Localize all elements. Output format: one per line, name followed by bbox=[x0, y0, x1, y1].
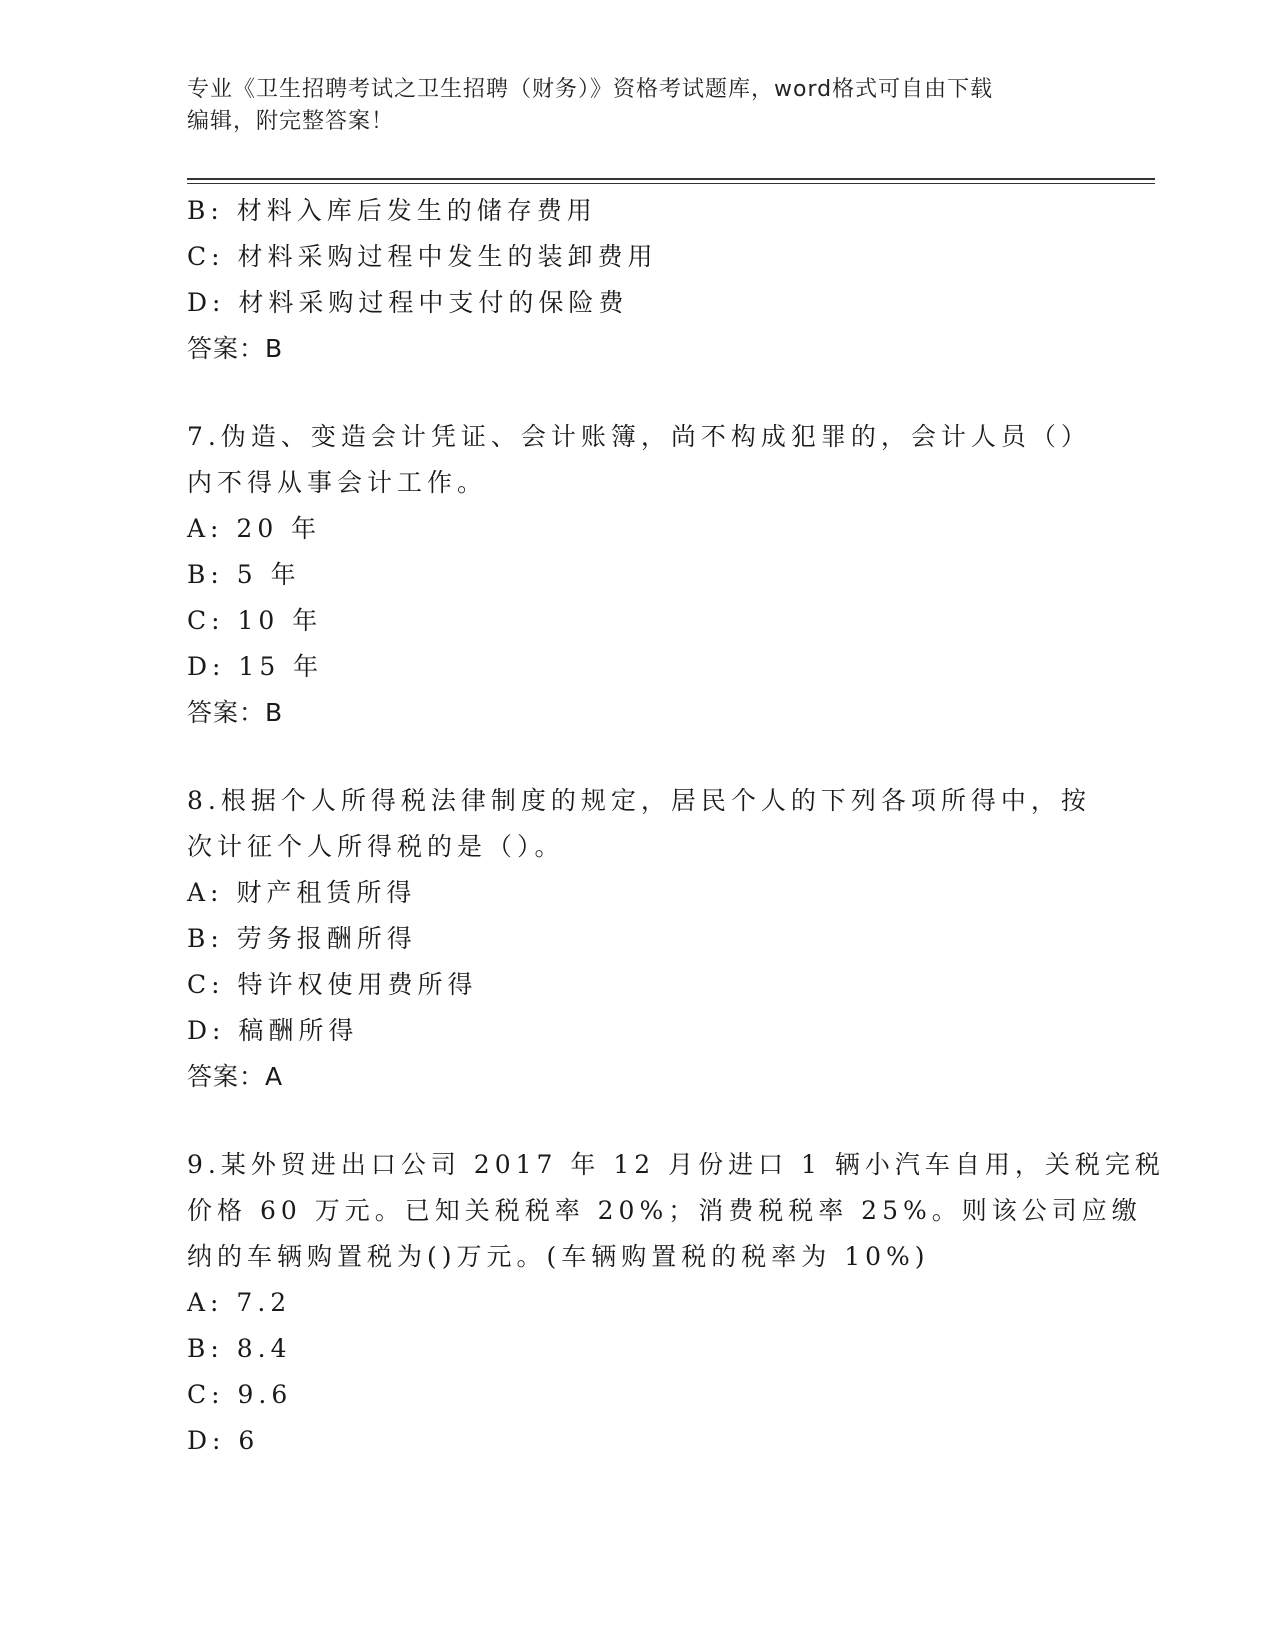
question-stem: 9.某外贸进出口公司 2017 年 12 月份进口 1 辆小汽车自用，关税完税 bbox=[187, 1150, 1165, 1179]
option-c: C: 9.6 bbox=[187, 1380, 293, 1409]
option-b: B: 8.4 bbox=[187, 1334, 292, 1363]
question-stem: 纳的车辆购置税为()万元。(车辆购置税的税率为 10%) bbox=[187, 1242, 930, 1271]
question-6-tail bbox=[187, 188, 1067, 372]
answer: 答案：B bbox=[187, 334, 284, 363]
option-b: B: 材料入库后发生的储存费用 bbox=[187, 196, 597, 225]
option-a: A: 7.2 bbox=[187, 1288, 292, 1317]
question-8 bbox=[187, 778, 1091, 1100]
question-stem: 价格 60 万元。已知关税税率 20%；消费税税率 25%。则该公司应缴 bbox=[187, 1196, 1142, 1225]
option-d: D: 材料采购过程中支付的保险费 bbox=[187, 288, 629, 317]
question-stem: 内不得从事会计工作。 bbox=[187, 468, 488, 497]
answer: 答案：B bbox=[187, 698, 284, 727]
question-7 bbox=[187, 414, 1091, 736]
option-d: D: 6 bbox=[187, 1426, 260, 1455]
question-stem: 7.伪造、变造会计凭证、会计账簿，尚不构成犯罪的，会计人员（） bbox=[187, 422, 1091, 451]
option-c: C: 10 年 bbox=[187, 606, 323, 635]
option-a: A: 20 年 bbox=[187, 514, 322, 543]
question-list bbox=[187, 188, 1165, 1464]
question-stem: 次计征个人所得税的是（）。 bbox=[187, 832, 565, 861]
header-divider bbox=[187, 178, 1155, 184]
option-a: A: 财产租赁所得 bbox=[187, 878, 417, 907]
option-b: B: 5 年 bbox=[187, 560, 301, 589]
document-header bbox=[187, 74, 1087, 138]
answer: 答案：A bbox=[187, 1062, 284, 1091]
question-9 bbox=[187, 1142, 1165, 1464]
header-line-2: 编辑，附完整答案！ bbox=[187, 109, 395, 134]
option-d: D: 稿酬所得 bbox=[187, 1016, 359, 1045]
header-line-1: 专业《卫生招聘考试之卫生招聘（财务）》资格考试题库，word格式可自由下载 bbox=[187, 77, 994, 102]
option-b: B: 劳务报酬所得 bbox=[187, 924, 417, 953]
question-stem: 8.根据个人所得税法律制度的规定，居民个人的下列各项所得中，按 bbox=[187, 786, 1091, 815]
option-d: D: 15 年 bbox=[187, 652, 324, 681]
option-c: C: 特许权使用费所得 bbox=[187, 970, 478, 999]
option-c: C: 材料采购过程中发生的装卸费用 bbox=[187, 242, 658, 271]
